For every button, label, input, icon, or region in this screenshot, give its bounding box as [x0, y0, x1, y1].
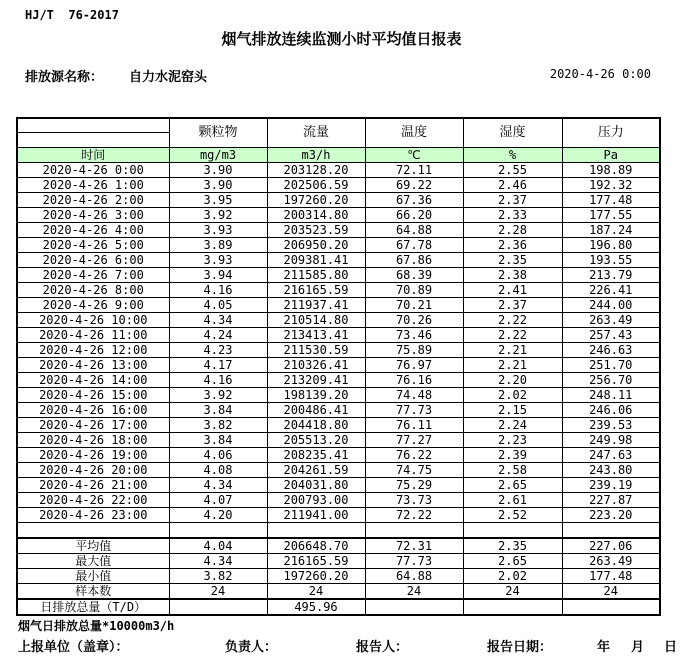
person-in-charge-label: 负责人： [225, 640, 278, 655]
row-label-cell: 2020-4-26 18:00 [17, 433, 169, 448]
value-cell: 204418.80 [267, 418, 365, 433]
hourly-row [17, 493, 660, 508]
column-header-row [17, 118, 660, 148]
col-header-particulate: 颗粒物 [169, 118, 267, 148]
hourly-row [17, 223, 660, 238]
value-cell: 247.63 [562, 448, 660, 463]
value-cell: 197260.20 [267, 568, 365, 583]
value-cell: 4.20 [169, 508, 267, 523]
value-cell [169, 523, 267, 538]
daily-total-row [17, 599, 660, 615]
value-cell: 198139.20 [267, 388, 365, 403]
value-cell: 200314.80 [267, 208, 365, 223]
month-label: 月 [631, 640, 645, 655]
value-cell: 192.32 [562, 178, 660, 193]
value-cell: 3.89 [169, 238, 267, 253]
value-cell: 3.82 [169, 568, 267, 583]
value-cell [562, 599, 660, 615]
value-cell: 24 [463, 583, 562, 599]
value-cell: 211937.41 [267, 298, 365, 313]
row-label-cell: 2020-4-26 1:00 [17, 178, 169, 193]
report-date-label: 报告日期： [487, 640, 553, 655]
value-cell: 70.21 [365, 298, 463, 313]
value-cell: 77.27 [365, 433, 463, 448]
value-cell: 76.97 [365, 358, 463, 373]
value-cell: 2.65 [463, 478, 562, 493]
value-cell: 209381.41 [267, 253, 365, 268]
corner-cell [17, 118, 169, 148]
hourly-row [17, 328, 660, 343]
row-label-cell: 2020-4-26 6:00 [17, 253, 169, 268]
value-cell: 2.38 [463, 268, 562, 283]
value-cell: 3.84 [169, 433, 267, 448]
report-datetime: 2020-4-26 0:00 [549, 67, 651, 81]
value-cell: 77.73 [365, 403, 463, 418]
value-cell: 2.35 [463, 538, 562, 554]
value-cell: 256.70 [562, 373, 660, 388]
value-cell: 3.84 [169, 403, 267, 418]
value-cell: 72.31 [365, 538, 463, 554]
value-cell: 2.28 [463, 223, 562, 238]
value-cell: 67.78 [365, 238, 463, 253]
total-volume-note: 烟气日排放总量*10000m3/h [18, 619, 175, 633]
row-label-cell: 2020-4-26 7:00 [17, 268, 169, 283]
value-cell: 206648.70 [267, 538, 365, 554]
value-cell: 2.02 [463, 388, 562, 403]
row-label-cell: 2020-4-26 9:00 [17, 298, 169, 313]
value-cell: 4.17 [169, 358, 267, 373]
row-label-cell: 2020-4-26 12:00 [17, 343, 169, 358]
col-header-pressure: 压力 [562, 118, 660, 148]
value-cell: 3.90 [169, 178, 267, 193]
units-row [17, 148, 660, 163]
hourly-row [17, 313, 660, 328]
row-label-cell: 2020-4-26 23:00 [17, 508, 169, 523]
value-cell: 246.63 [562, 343, 660, 358]
value-cell: 24 [267, 583, 365, 599]
value-cell: 208235.41 [267, 448, 365, 463]
value-cell: 239.53 [562, 418, 660, 433]
source-label: 排放源名称： [25, 70, 104, 85]
value-cell: 24 [365, 583, 463, 599]
value-cell: 75.89 [365, 343, 463, 358]
value-cell: 227.06 [562, 538, 660, 554]
value-cell: 70.89 [365, 283, 463, 298]
value-cell [463, 599, 562, 615]
value-cell: 64.88 [365, 568, 463, 583]
summary-row [17, 568, 660, 583]
value-cell: 204261.59 [267, 463, 365, 478]
row-label-cell: 2020-4-26 17:00 [17, 418, 169, 433]
row-label-cell: 平均值 [17, 538, 169, 554]
value-cell: 4.07 [169, 493, 267, 508]
summary-row [17, 538, 660, 554]
standard-code: HJ/T 76-2017 [25, 8, 119, 22]
value-cell: 24 [169, 583, 267, 599]
hourly-row [17, 163, 660, 178]
blank-row [17, 523, 660, 538]
value-cell: 196.80 [562, 238, 660, 253]
row-label-cell: 2020-4-26 21:00 [17, 478, 169, 493]
hourly-row [17, 478, 660, 493]
row-label-cell: 2020-4-26 3:00 [17, 208, 169, 223]
summary-row [17, 583, 660, 599]
day-label: 日 [664, 640, 678, 655]
value-cell: 257.43 [562, 328, 660, 343]
reporter-label: 报告人： [356, 640, 409, 655]
summary-row [17, 553, 660, 568]
reporting-unit-label: 上报单位（盖章）： [18, 640, 129, 655]
hourly-row [17, 298, 660, 313]
hourly-row [17, 193, 660, 208]
hourly-row [17, 178, 660, 193]
row-label-cell: 2020-4-26 8:00 [17, 283, 169, 298]
value-cell: 4.34 [169, 553, 267, 568]
row-label-cell: 最小值 [17, 568, 169, 583]
unit-mg-m3: mg/m3 [169, 148, 267, 163]
value-cell: 3.93 [169, 223, 267, 238]
value-cell: 72.22 [365, 508, 463, 523]
row-label-cell: 2020-4-26 2:00 [17, 193, 169, 208]
value-cell: 197260.20 [267, 193, 365, 208]
row-label-cell: 2020-4-26 22:00 [17, 493, 169, 508]
value-cell: 2.46 [463, 178, 562, 193]
value-cell: 198.89 [562, 163, 660, 178]
value-cell: 223.20 [562, 508, 660, 523]
value-cell: 187.24 [562, 223, 660, 238]
unit-celsius: ℃ [365, 148, 463, 163]
value-cell: 206950.20 [267, 238, 365, 253]
value-cell: 263.49 [562, 313, 660, 328]
source-name: 自力水泥窑头 [129, 70, 208, 85]
value-cell: 4.34 [169, 313, 267, 328]
col-header-flow: 流量 [267, 118, 365, 148]
value-cell: 77.73 [365, 553, 463, 568]
value-cell: 75.29 [365, 478, 463, 493]
value-cell: 2.21 [463, 358, 562, 373]
value-cell: 216165.59 [267, 553, 365, 568]
row-label-cell: 2020-4-26 11:00 [17, 328, 169, 343]
value-cell [365, 523, 463, 538]
value-cell: 226.41 [562, 283, 660, 298]
value-cell: 4.34 [169, 478, 267, 493]
hourly-row [17, 433, 660, 448]
unit-pa: Pa [562, 148, 660, 163]
row-label-cell: 2020-4-26 16:00 [17, 403, 169, 418]
value-cell: 2.20 [463, 373, 562, 388]
hourly-row [17, 268, 660, 283]
value-cell: 246.06 [562, 403, 660, 418]
value-cell: 251.70 [562, 358, 660, 373]
value-cell [169, 599, 267, 615]
value-cell [365, 599, 463, 615]
value-cell: 76.11 [365, 418, 463, 433]
value-cell: 4.16 [169, 283, 267, 298]
value-cell: 4.06 [169, 448, 267, 463]
hourly-row [17, 373, 660, 388]
value-cell: 3.90 [169, 163, 267, 178]
value-cell: 2.15 [463, 403, 562, 418]
row-label-cell: 2020-4-26 10:00 [17, 313, 169, 328]
value-cell: 2.35 [463, 253, 562, 268]
value-cell: 2.65 [463, 553, 562, 568]
value-cell: 2.22 [463, 328, 562, 343]
value-cell: 74.48 [365, 388, 463, 403]
value-cell: 2.36 [463, 238, 562, 253]
value-cell: 211530.59 [267, 343, 365, 358]
corner-cell-top [18, 119, 169, 133]
value-cell [267, 523, 365, 538]
value-cell: 76.16 [365, 373, 463, 388]
row-label-cell: 2020-4-26 19:00 [17, 448, 169, 463]
value-cell: 4.05 [169, 298, 267, 313]
row-label-cell: 2020-4-26 5:00 [17, 238, 169, 253]
value-cell: 248.11 [562, 388, 660, 403]
value-cell: 2.37 [463, 193, 562, 208]
source-row [25, 66, 683, 84]
value-cell: 177.48 [562, 193, 660, 208]
row-label-cell: 2020-4-26 13:00 [17, 358, 169, 373]
row-label-cell: 2020-4-26 4:00 [17, 223, 169, 238]
col-header-humidity: 湿度 [463, 118, 562, 148]
value-cell: 3.95 [169, 193, 267, 208]
value-cell: 67.86 [365, 253, 463, 268]
value-cell: 249.98 [562, 433, 660, 448]
hourly-row [17, 508, 660, 523]
value-cell: 204031.80 [267, 478, 365, 493]
value-cell: 227.87 [562, 493, 660, 508]
value-cell: 244.00 [562, 298, 660, 313]
value-cell: 177.55 [562, 208, 660, 223]
value-cell: 64.88 [365, 223, 463, 238]
value-cell: 3.92 [169, 388, 267, 403]
value-cell: 4.16 [169, 373, 267, 388]
hourly-row [17, 283, 660, 298]
value-cell: 202506.59 [267, 178, 365, 193]
value-cell: 67.36 [365, 193, 463, 208]
row-label-cell: 最大值 [17, 553, 169, 568]
value-cell: 3.92 [169, 208, 267, 223]
value-cell: 210514.80 [267, 313, 365, 328]
row-label-cell [17, 523, 169, 538]
value-cell: 193.55 [562, 253, 660, 268]
hourly-row [17, 343, 660, 358]
value-cell: 2.58 [463, 463, 562, 478]
value-cell: 205513.20 [267, 433, 365, 448]
value-cell: 68.39 [365, 268, 463, 283]
value-cell: 4.23 [169, 343, 267, 358]
value-cell: 2.24 [463, 418, 562, 433]
value-cell: 76.22 [365, 448, 463, 463]
col-header-temperature: 温度 [365, 118, 463, 148]
value-cell: 203523.59 [267, 223, 365, 238]
time-header: 时间 [17, 148, 169, 163]
year-label: 年 [597, 640, 611, 655]
value-cell: 73.46 [365, 328, 463, 343]
value-cell: 66.20 [365, 208, 463, 223]
value-cell: 3.82 [169, 418, 267, 433]
hourly-row [17, 253, 660, 268]
value-cell: 2.52 [463, 508, 562, 523]
hourly-row [17, 238, 660, 253]
value-cell: 72.11 [365, 163, 463, 178]
value-cell: 2.22 [463, 313, 562, 328]
value-cell: 216165.59 [267, 283, 365, 298]
row-label-cell: 样本数 [17, 583, 169, 599]
value-cell [463, 523, 562, 538]
value-cell: 239.19 [562, 478, 660, 493]
value-cell: 203128.20 [267, 163, 365, 178]
value-cell: 200486.41 [267, 403, 365, 418]
value-cell: 495.96 [267, 599, 365, 615]
value-cell: 243.80 [562, 463, 660, 478]
value-cell: 213413.41 [267, 328, 365, 343]
value-cell [562, 523, 660, 538]
value-cell: 74.75 [365, 463, 463, 478]
value-cell: 263.49 [562, 553, 660, 568]
value-cell: 2.33 [463, 208, 562, 223]
value-cell: 3.94 [169, 268, 267, 283]
value-cell: 200793.00 [267, 493, 365, 508]
value-cell: 73.73 [365, 493, 463, 508]
value-cell: 213.79 [562, 268, 660, 283]
value-cell: 2.37 [463, 298, 562, 313]
value-cell: 177.48 [562, 568, 660, 583]
value-cell: 2.55 [463, 163, 562, 178]
row-label-cell: 日排放总量（T/D） [17, 599, 169, 615]
hourly-row [17, 418, 660, 433]
value-cell: 211585.80 [267, 268, 365, 283]
value-cell: 2.21 [463, 343, 562, 358]
hourly-row [17, 358, 660, 373]
value-cell: 213209.41 [267, 373, 365, 388]
value-cell: 24 [562, 583, 660, 599]
report-title: 烟气排放连续监测小时平均值日报表 [221, 30, 462, 48]
unit-percent: % [463, 148, 562, 163]
hourly-row [17, 463, 660, 478]
value-cell: 2.61 [463, 493, 562, 508]
value-cell: 2.02 [463, 568, 562, 583]
hourly-row [17, 448, 660, 463]
value-cell: 70.26 [365, 313, 463, 328]
monitoring-table [16, 117, 661, 616]
hourly-row [17, 388, 660, 403]
value-cell: 2.23 [463, 433, 562, 448]
value-cell: 2.41 [463, 283, 562, 298]
row-label-cell: 2020-4-26 0:00 [17, 163, 169, 178]
row-label-cell: 2020-4-26 14:00 [17, 373, 169, 388]
hourly-row [17, 208, 660, 223]
row-label-cell: 2020-4-26 20:00 [17, 463, 169, 478]
value-cell: 4.04 [169, 538, 267, 554]
hourly-row [17, 403, 660, 418]
row-label-cell: 2020-4-26 15:00 [17, 388, 169, 403]
value-cell: 210326.41 [267, 358, 365, 373]
value-cell: 4.24 [169, 328, 267, 343]
signature-row [0, 636, 683, 654]
unit-m3-h: m3/h [267, 148, 365, 163]
value-cell: 2.39 [463, 448, 562, 463]
value-cell: 3.93 [169, 253, 267, 268]
value-cell: 211941.00 [267, 508, 365, 523]
corner-cell-bottom [18, 133, 169, 147]
value-cell: 69.22 [365, 178, 463, 193]
value-cell: 4.08 [169, 463, 267, 478]
